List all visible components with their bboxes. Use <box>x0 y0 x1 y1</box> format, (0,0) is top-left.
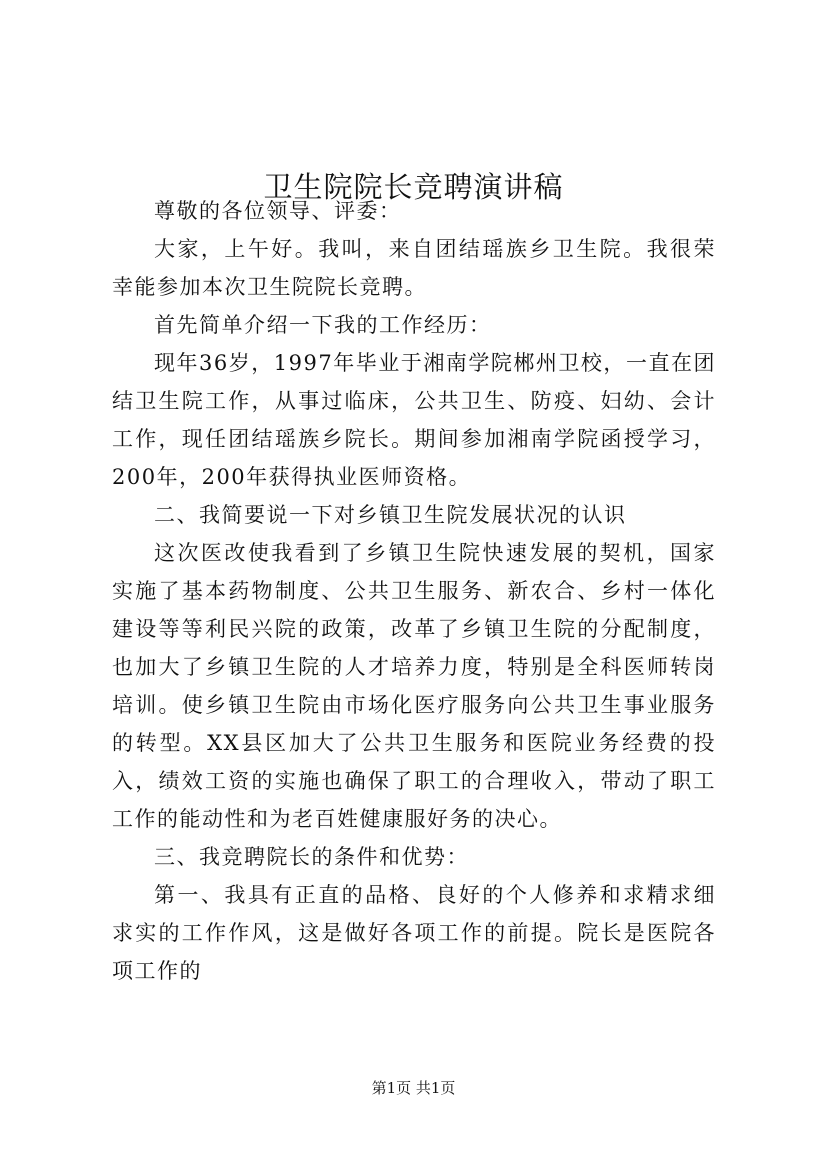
section-heading-3: 三、我竞聘院长的条件和优势： <box>154 845 469 869</box>
section-heading-2: 二、我简要说一下对乡镇卫生院发展状况的认识 <box>154 503 627 527</box>
page-footer: 第1页 共1页 <box>371 1079 456 1097</box>
paragraph-first-advantage: 第一、我具有正直的品格、良好的个人修养和求精求细求实的工作作风，这是做好各项工作的前提。院长是医院各项工作的 <box>112 883 716 983</box>
document-title: 卫生院院长竞聘演讲稿 <box>263 170 564 205</box>
paragraph-experience: 现年36岁，1997年毕业于湘南学院郴州卫校，一直在团结卫生院工作，从事过临床，公共卫生、防疫、妇幼、会计工作，现任团结瑶族乡院长。期间参加湘南学院函授学习，200年，200年获得执业医师资格。 <box>112 351 716 489</box>
paragraph-experience-heading: 首先简单介绍一下我的工作经历： <box>154 313 492 337</box>
paragraph-intro: 大家，上午好。我叫，来自团结瑶族乡卫生院。我很荣幸能参加本次卫生院院长竞聘。 <box>112 237 716 299</box>
paragraph-greeting: 尊敬的各位领导、评委： <box>154 199 402 223</box>
document-body <box>112 192 716 990</box>
paragraph-reform: 这次医改使我看到了乡镇卫生院快速发展的契机，国家实施了基本药物制度、公共卫生服务、新农合、乡村一体化建设等等利民兴院的政策，改革了乡镇卫生院的分配制度，也加大了乡镇卫生院的人才培养力度，特别是全科医师转岗培训。使乡镇卫生院由市场化医疗服务向公共卫生事业服务的转型。XX县区加大了公共卫生服务和医院业务经费的投入，绩效工资的实施也确保了职工的合理收入，带动了职工工作的能动性和为老百姓健康服好务的决心。 <box>112 541 716 831</box>
